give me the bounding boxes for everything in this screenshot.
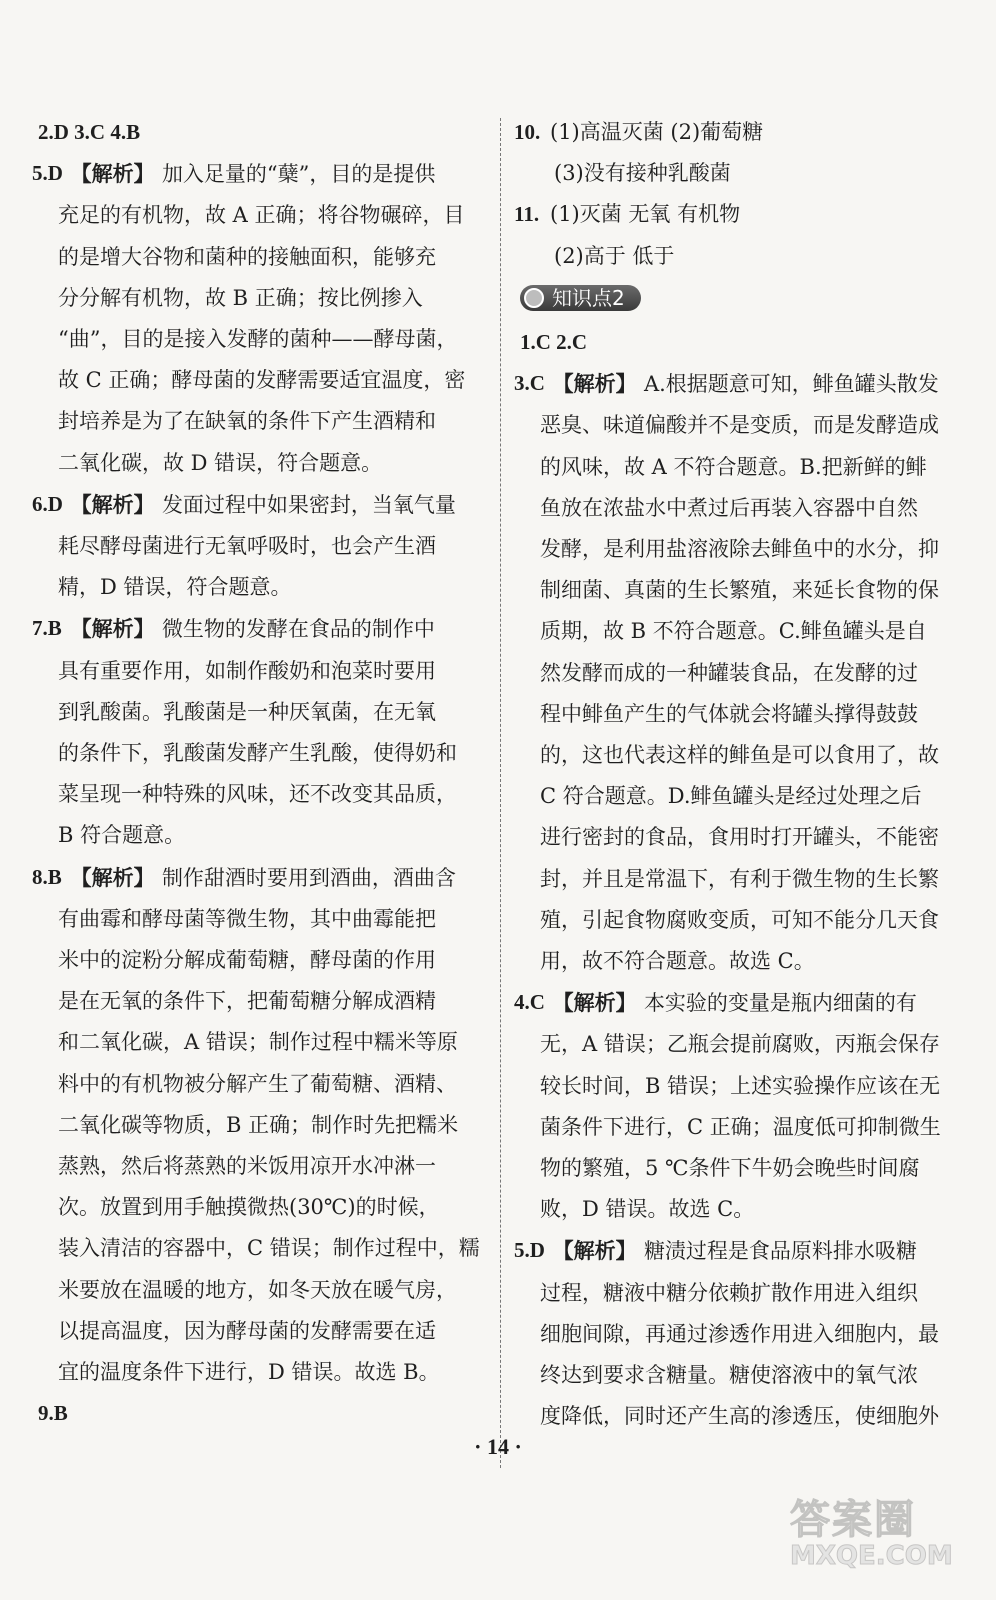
text-line: 有曲霉和酵母菌等微生物，其中曲霉能把 xyxy=(58,906,436,931)
answer-9: 9.B xyxy=(38,1401,68,1426)
text-line: 度降低，同时还产生高的渗透压，使细胞外 xyxy=(540,1404,939,1429)
text-line: 蒸熟，然后将蒸熟的米饭用凉开水冲淋一 xyxy=(58,1154,436,1179)
text-line: 无，A 错误；乙瓶会提前腐败，丙瓶会保存 xyxy=(540,1032,940,1057)
analysis-tag: 【解析】 xyxy=(552,371,637,397)
text-line: 败，D 错误。故选 C。 xyxy=(540,1197,755,1222)
answer-4 xyxy=(514,982,972,1230)
answer-line-2-4: 2.D 3.C 4.B xyxy=(38,120,141,144)
text-line: 到乳酸菌。乳酸菌是一种厌氧菌，在无氧 xyxy=(58,699,436,724)
text-line: 精，D 错误，符合题意。 xyxy=(58,575,292,600)
text-line: 细胞间隙，再通过渗透作用进入细胞内，最 xyxy=(540,1321,939,1346)
section-title: 知识点2 xyxy=(552,285,625,310)
text-line: 分分解有机物，故 B 正确；按比例掺入 xyxy=(58,285,423,310)
analysis-tag: 【解析】 xyxy=(70,616,155,642)
text-line: 发酵，是利用盐溶液除去鲱鱼中的水分，抑 xyxy=(540,537,939,562)
text-line: C 符合题意。D.鲱鱼罐头是经过处理之后 xyxy=(540,784,922,809)
text-line: 殖，引起食物腐败变质，可知不能分几天食 xyxy=(540,907,939,932)
text-line: 故 C 正确；酵母菌的发酵需要适宜温度，密 xyxy=(58,368,466,393)
section-badge xyxy=(520,285,641,311)
text-line: 耗尽酵母菌进行无氧呼吸时，也会产生酒 xyxy=(58,534,436,559)
text-line: 菌条件下进行，C 正确；温度低可抑制微生 xyxy=(540,1114,941,1139)
text-line: 的是增大谷物和菌种的接触面积，能够充 xyxy=(58,244,436,269)
text-line: 过程，糖液中糖分依赖扩散作用进入组织 xyxy=(540,1280,918,1305)
text-line: 制细菌、真菌的生长繁殖，来延长食物的保 xyxy=(540,578,939,603)
text-line: 和二氧化碳，A 错误；制作过程中糯米等原 xyxy=(58,1030,458,1055)
text-line: 装入清洁的容器中，C 错误；制作过程中，糯 xyxy=(58,1236,480,1261)
text-line: 的风味，故 A 不符合题意。B.把新鲜的鲱 xyxy=(540,454,927,479)
text-line: 料中的有机物被分解产生了葡萄糖、酒精、 xyxy=(58,1071,457,1096)
text-line: 具有重要作用，如制作酸奶和泡菜时要用 xyxy=(58,658,436,683)
text-line: A.根据题意可知，鲱鱼罐头散发 xyxy=(643,372,939,397)
column-divider xyxy=(500,118,501,1468)
text-line: (1)高温灭菌 (2)葡萄糖 xyxy=(550,120,764,144)
text-line: 制作甜酒时要用到酒曲，酒曲含 xyxy=(161,865,456,890)
answer-5-right xyxy=(514,1230,972,1437)
text-line: 封培养是为了在缺氧的条件下产生酒精和 xyxy=(58,409,436,434)
text-line: 终达到要求含糖量。糖使溶液中的氧气浓 xyxy=(540,1363,918,1388)
analysis-tag: 【解析】 xyxy=(70,491,155,517)
text-line: 菜呈现一种特殊的风味，还不改变其品质， xyxy=(58,782,457,807)
text-line: 宜的温度条件下进行，D 错误。故选 B。 xyxy=(58,1360,440,1385)
text-line: 的条件下，乳酸菌发酵产生乳酸，使得奶和 xyxy=(58,741,457,766)
text-line: 程中鲱鱼产生的气体就会将罐头撑得鼓鼓 xyxy=(540,701,918,726)
text-line: 以提高温度，因为酵母菌的发酵需要在适 xyxy=(58,1318,436,1343)
answer-number: 6.D xyxy=(32,491,63,516)
text-line: 的，这也代表这样的鲱鱼是可以食用了，故 xyxy=(540,743,939,768)
text-line: 糖渍过程是食品原料排水吸糖 xyxy=(643,1239,917,1264)
text-line: B 符合题意。 xyxy=(58,823,186,848)
text-line: 较长时间，B 错误；上述实验操作应该在无 xyxy=(540,1073,941,1098)
answer-number: 5.D xyxy=(514,1238,545,1263)
text-line: 充足的有机物，故 A 正确；将谷物碾碎，目 xyxy=(58,203,465,228)
text-line: 物的繁殖，5 ℃条件下牛奶会晚些时间腐 xyxy=(540,1156,920,1181)
answer-10 xyxy=(514,112,972,194)
analysis-tag: 【解析】 xyxy=(70,864,155,890)
watermark-site: MXQE.COM xyxy=(790,1541,953,1571)
text-line: 用，故不符合题意。故选 C。 xyxy=(540,949,815,974)
answer-number: 3.C xyxy=(514,371,545,396)
text-line: 进行密封的食品，食用时打开罐头，不能密 xyxy=(540,825,939,850)
text-line: (1)灭菌 无氧 有机物 xyxy=(550,202,741,227)
text-line: 然发酵而成的一种罐装食品，在发酵的过 xyxy=(540,660,918,685)
badge-circle-icon xyxy=(524,288,544,308)
text-line: “曲”，目的是接入发酵的菌种——酵母菌， xyxy=(58,327,458,352)
text-line: 加入足量的“蘖”，目的是提供 xyxy=(161,162,436,187)
answer-6 xyxy=(32,484,486,609)
text-line: (3)没有接种乳酸菌 xyxy=(554,161,731,186)
text-line: 恶臭、味道偏酸并不是变质，而是发酵造成 xyxy=(540,413,939,438)
answer-3 xyxy=(514,363,972,982)
text-line: 次。放置到用手触摸微热(30℃)的时候， xyxy=(58,1195,440,1220)
answer-number: 7.B xyxy=(32,616,62,641)
right-column xyxy=(514,112,972,1438)
text-line: 封，并且是常温下，有利于微生物的生长繁 xyxy=(540,866,939,891)
watermark-logo xyxy=(790,1488,970,1584)
text-line: 微生物的发酵在食品的制作中 xyxy=(161,617,435,642)
analysis-tag: 【解析】 xyxy=(70,161,155,187)
answer-7 xyxy=(32,608,486,856)
analysis-tag: 【解析】 xyxy=(552,1238,637,1264)
text-line: 二氧化碳，故 D 错误，符合题意。 xyxy=(58,450,383,475)
text-line: 本实验的变量是瓶内细菌的有 xyxy=(643,991,917,1016)
answer-11 xyxy=(514,194,972,276)
text-line: 发面过程中如果密封，当氧气量 xyxy=(161,492,456,517)
page-number: · 14 · xyxy=(474,1434,522,1459)
text-line: 鱼放在浓盐水中煮过后再装入容器中自然 xyxy=(540,495,918,520)
answer-line-1-2: 1.C 2.C xyxy=(520,330,588,355)
text-line: 米中的淀粉分解成葡萄糖，酵母菌的作用 xyxy=(58,948,436,973)
text-line: (2)高于 低于 xyxy=(554,243,675,268)
text-line: 二氧化碳等物质，B 正确；制作时先把糯米 xyxy=(58,1112,459,1137)
answer-number: 8.B xyxy=(32,864,62,889)
text-line: 质期，故 B 不符合题意。C.鲱鱼罐头是自 xyxy=(540,619,927,644)
answer-5 xyxy=(32,153,486,484)
text-line: 米要放在温暖的地方，如冬天放在暖气房， xyxy=(58,1277,457,1302)
answer-8 xyxy=(32,857,486,1394)
answer-number: 10. xyxy=(514,120,541,144)
left-column xyxy=(32,112,486,1435)
answer-number: 11. xyxy=(514,202,540,227)
answer-number: 5.D xyxy=(32,161,63,186)
analysis-tag: 【解析】 xyxy=(552,990,637,1016)
watermark-text: 答案圈 xyxy=(790,1497,916,1543)
text-line: 是在无氧的条件下，把葡萄糖分解成酒精 xyxy=(58,989,436,1014)
answer-number: 4.C xyxy=(514,990,545,1015)
